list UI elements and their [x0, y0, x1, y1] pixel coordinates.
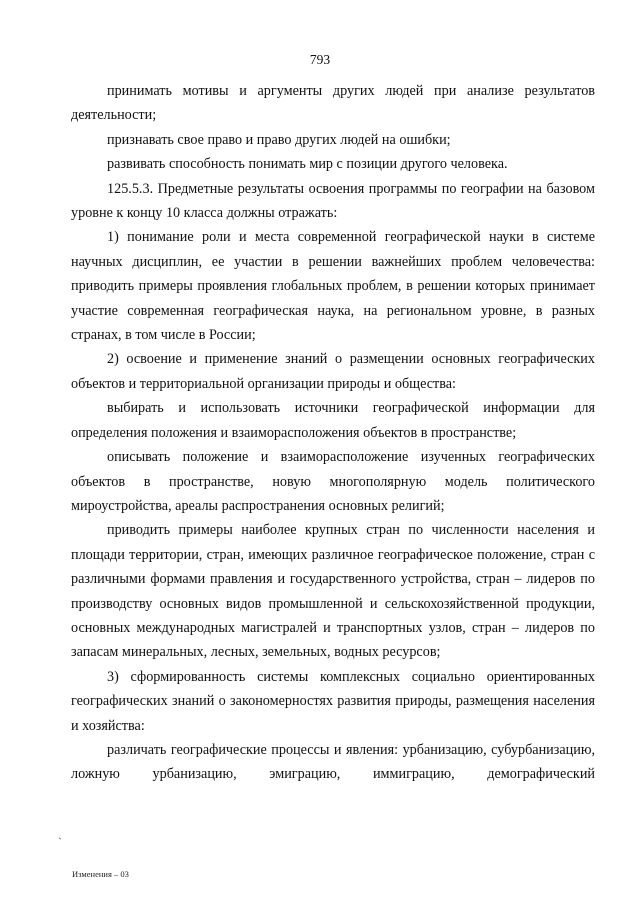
paragraph: приводить примеры наиболее крупных стран по численности населения и площади территории, стран, имеющих различное географическое положение, стран с различными формами правления и государственного устройства, стран – лидеров по производству основных видов промышленной и сельскохозяйственной продукции, основных международных магистралей и транспортных узлов, стран – лидеров по запасам минеральных, лесных, земельных, водных ресурсов;: [71, 522, 595, 661]
paragraph: принимать мотивы и аргументы других людей при анализе результатов деятельности;: [71, 83, 595, 124]
paragraph: 2) освоение и применение знаний о размещении основных географических объектов и территориальной организации природы и общества:: [71, 351, 595, 392]
body-text: [71, 79, 595, 787]
paragraph: 3) сформированность системы комплексных социально ориентированных географических знаний о закономерностях развития природы, размещения населения и хозяйства:: [71, 668, 595, 734]
section-heading-paragraph: 125.5.3. Предметные результаты освоения программы по географии на базовом уровне к концу 10 класса должны отражать:: [71, 180, 595, 222]
page-number: 793: [309, 52, 331, 67]
paragraph: описывать положение и взаиморасположение изученных географических объектов в пространстве, новую многополярную модель политического мироустройства, ареалы распространения основных религий;: [71, 449, 595, 514]
paragraph: выбирать и использовать источники географической информации для определения положения и взаиморасположения объектов в пространстве;: [71, 400, 595, 441]
footer-revision: Изменения – 03: [72, 869, 129, 879]
paragraph: развивать способность понимать мир с позиции другого человека.: [107, 156, 508, 173]
paragraph: признавать свое право и право других людей на ошибки;: [107, 131, 451, 148]
paragraph: 1) понимание роли и места современной географической науки в системе научных дисциплин, ее участии в решении важнейших проблем человечества: приводить примеры проявления глобальных проблем, в решении которых принимает участие современная географическая наука, на региональном уровне, в разных странах, в том числе в России;: [71, 229, 595, 344]
paragraph: различать географические процессы и явления: урбанизацию, субурбанизацию, ложную урбанизацию, эмиграцию, иммиграцию, демографический: [71, 741, 595, 783]
margin-mark: ˏ: [58, 826, 62, 840]
